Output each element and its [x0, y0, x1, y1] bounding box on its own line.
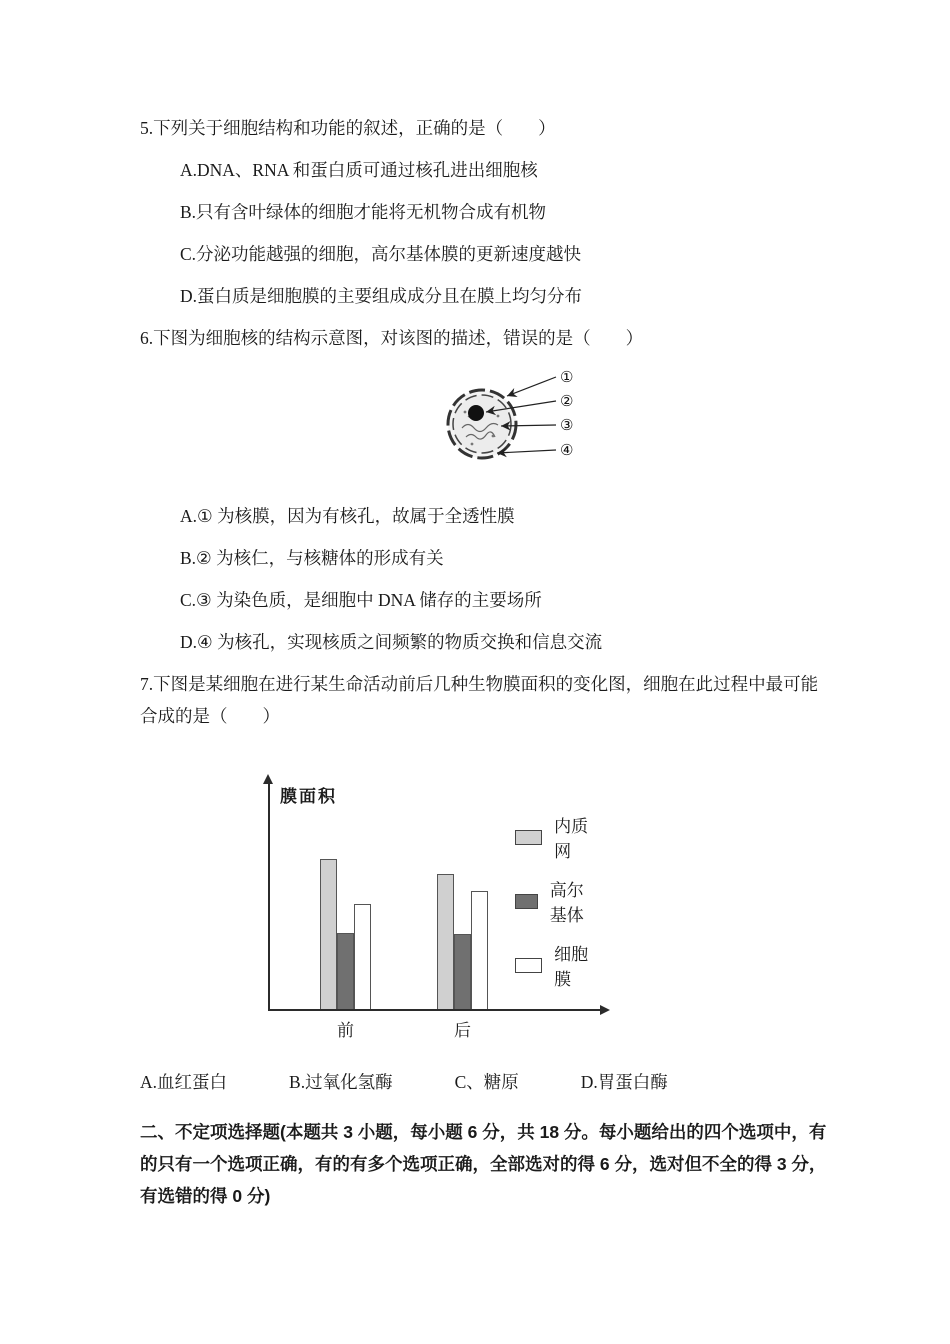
question-6-stem: 6.下图为细胞核的结构示意图，对该图的描述，错误的是（ ）: [140, 328, 644, 348]
pointer-line-1: [507, 377, 556, 396]
y-axis-arrow: [263, 774, 273, 784]
category-label: 后: [454, 1021, 471, 1040]
question-5-option-a: A.DNA、RNA 和蛋白质可通过核孔进出细胞核: [180, 160, 538, 180]
legend-item: [515, 940, 600, 990]
question-5-stem: 5.下列关于细胞结构和功能的叙述，正确的是（ ）: [140, 118, 556, 138]
question-7-option-b: B.过氧化氢酶: [289, 1072, 393, 1092]
chart-ylabel: 膜面积: [280, 787, 337, 806]
nucleolus: [468, 405, 484, 421]
category-label: 前: [337, 1021, 354, 1040]
question-7-options-row: [140, 1069, 820, 1094]
bar: [354, 904, 371, 1009]
question-6: [140, 322, 820, 658]
nuclear-envelope-inner: [453, 395, 511, 453]
question-7-option-a: A.血红蛋白: [140, 1072, 228, 1092]
diagram-label-1: ①: [560, 370, 574, 386]
legend-item: [515, 876, 600, 926]
question-5-option-c: C.分泌功能越强的细胞，高尔基体膜的更新速度越快: [180, 244, 582, 264]
question-5-option-b: B.只有含叶绿体的细胞才能将无机物合成有机物: [180, 202, 547, 222]
bar: [437, 874, 454, 1009]
question-7-option-d: D.胃蛋白酶: [580, 1072, 668, 1092]
bar-groups: [320, 859, 488, 1040]
bar: [320, 859, 337, 1009]
question-5: [140, 112, 820, 312]
question-6-option-d: D.④ 为核孔，实现核质之间频繁的物质交换和信息交流: [180, 632, 603, 652]
membrane-area-chart: [268, 784, 888, 1040]
diagram-label-2: ②: [560, 394, 574, 410]
question-6-option-b: B.② 为核仁，与核糖体的形成有关: [180, 548, 444, 568]
chromatin-dot: [497, 415, 500, 418]
diagram-label-3: ③: [560, 418, 574, 434]
question-7-stem: 7.下图是某细胞在进行某生命活动前后几种生物膜面积的变化图，细胞在此过程中最可能合成的是（ ）: [140, 674, 819, 726]
legend-item: [515, 812, 600, 862]
chromatin-dot: [471, 443, 474, 446]
legend-label: 细胞膜: [554, 945, 589, 989]
legend-swatch: [515, 958, 542, 973]
question-7: [140, 668, 820, 1094]
nucleus-diagram-svg: [410, 364, 650, 486]
legend-label: 高尔基体: [549, 881, 584, 925]
bar: [337, 933, 354, 1010]
chromatin-dot: [464, 411, 467, 414]
legend-swatch: [515, 894, 538, 909]
question-7-option-c: C、糖原: [454, 1072, 519, 1092]
diagram-label-4: ④: [560, 443, 574, 459]
legend-label: 内质网: [554, 817, 589, 861]
bar-group-后: [437, 874, 488, 1040]
nucleus-diagram: [410, 364, 650, 486]
chart-legend: [515, 812, 600, 990]
chromatin-dot: [492, 435, 495, 438]
x-axis-arrow: [600, 1005, 610, 1015]
pointer-line-4: [497, 450, 556, 453]
bar-group-前: [320, 859, 371, 1040]
chart-plot-area: [268, 784, 600, 1040]
question-6-option-c: C.③ 为染色质，是细胞中 DNA 储存的主要场所: [180, 590, 542, 610]
section-2-heading: 二、不定项选择题(本题共 3 小题，每小题 6 分，共 18 分。每小题给出的四个选项中，有的只有一个选项正确，有的有多个选项正确，全部选对的得 6 分，选对但不全的得 3 分，有选错的得 0 分): [140, 1122, 827, 1206]
bar: [471, 891, 488, 1010]
question-5-option-d: D.蛋白质是细胞膜的主要组成成分且在膜上均匀分布: [180, 286, 583, 306]
question-6-option-a: A.① 为核膜，因为有核孔，故属于全透性膜: [180, 506, 515, 526]
legend-swatch: [515, 830, 542, 845]
bar: [454, 934, 471, 1009]
